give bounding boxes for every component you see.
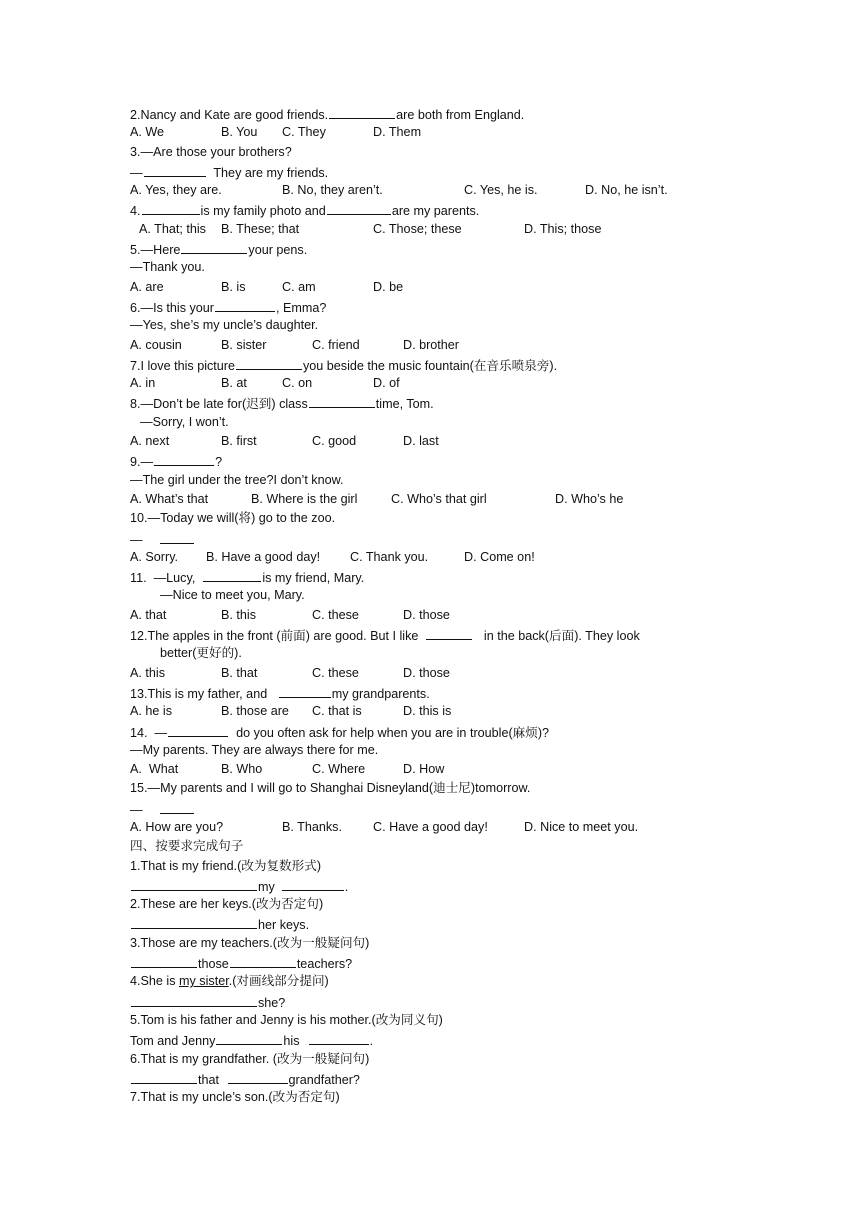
question-text: .(对画线部分提问) xyxy=(228,974,329,989)
options-12 xyxy=(130,664,790,683)
option-b: B. Thanks. xyxy=(282,819,342,834)
options-10 xyxy=(130,548,790,567)
question-4 xyxy=(130,200,790,219)
question-text: —Yes, she’s my uncle’s daughter. xyxy=(130,318,319,333)
options-2 xyxy=(130,123,790,142)
question-10 xyxy=(130,509,790,528)
question-text: 13.This is my father, and xyxy=(130,686,278,701)
option-d: D. How xyxy=(403,762,445,777)
answer-blank xyxy=(131,876,257,891)
question-9-reply xyxy=(130,471,790,490)
question-text: grandfather? xyxy=(288,1072,360,1087)
options-14 xyxy=(130,760,790,779)
answer-blank xyxy=(168,722,228,737)
option-d: D. of xyxy=(373,376,400,391)
option-c: C. They xyxy=(282,125,326,140)
dash: — xyxy=(130,802,143,817)
question-text: in the back(后面). They look xyxy=(473,629,640,644)
option-b: B. this xyxy=(221,607,256,622)
options-7 xyxy=(130,374,790,393)
option-a: A. How are you? xyxy=(130,819,224,834)
option-b: B. at xyxy=(221,376,247,391)
section-heading xyxy=(130,837,790,856)
option-c: C. Thank you. xyxy=(350,549,429,564)
question-text: teachers? xyxy=(296,957,353,972)
option-b: B. Where is the girl xyxy=(251,491,358,506)
option-a: A. this xyxy=(130,665,165,680)
question-text: 12.The apples in the front (前面) are good. But I like xyxy=(130,629,426,644)
sentence-3 xyxy=(130,934,790,953)
question-3-reply xyxy=(130,162,790,181)
sentence-3-answer xyxy=(130,953,790,972)
option-d: D. those xyxy=(403,607,450,622)
answer-blank xyxy=(216,1030,282,1045)
sentence-1 xyxy=(130,857,790,876)
question-text: 10.—Today we will(将) go to the zoo. xyxy=(130,511,336,526)
answer-blank xyxy=(426,625,472,640)
options-5 xyxy=(130,278,790,297)
answer-blank xyxy=(131,992,257,1007)
answer-blank xyxy=(181,239,247,254)
question-15-reply xyxy=(130,799,790,818)
option-a: A. in xyxy=(130,376,156,391)
question-6 xyxy=(130,297,790,316)
options-15 xyxy=(130,818,790,837)
answer-blank xyxy=(236,355,302,370)
question-text: his xyxy=(283,1034,300,1049)
question-text: 3.Those are my teachers.(改为一般疑问句) xyxy=(130,935,370,950)
question-2 xyxy=(130,104,790,123)
question-text: 11. —Lucy, xyxy=(130,571,203,586)
answer-blank xyxy=(144,162,206,177)
option-b: B. sister xyxy=(221,337,267,352)
option-d: D. No, he isn’t. xyxy=(585,183,668,198)
question-text: Tom and Jenny xyxy=(130,1034,216,1049)
question-text: —Sorry, I won’t. xyxy=(140,414,229,429)
answer-blank xyxy=(215,297,275,312)
question-text: those xyxy=(198,957,229,972)
question-text: , Emma? xyxy=(276,300,327,315)
dash: — xyxy=(130,165,143,180)
question-text: They are my friends. xyxy=(206,165,329,180)
question-text: 4. xyxy=(130,204,141,219)
option-d: D. This; those xyxy=(524,221,602,236)
sentence-2-answer xyxy=(130,914,790,933)
question-5 xyxy=(130,239,790,258)
question-text: —My parents. They are always there for me. xyxy=(130,742,379,757)
question-text: 3.—Are those your brothers? xyxy=(130,144,292,159)
option-d: D. Come on! xyxy=(464,549,535,564)
option-b: B. You xyxy=(221,125,258,140)
question-text: 15.—My parents and I will go to Shanghai Disneyland(迪士尼)tomorrow. xyxy=(130,781,531,796)
question-text: 5.—Here xyxy=(130,243,181,258)
option-a: A. cousin xyxy=(130,337,182,352)
option-a: A. that xyxy=(130,607,167,622)
question-text: is my family photo and xyxy=(200,204,326,219)
sentence-4 xyxy=(130,972,790,991)
option-c: C. friend xyxy=(312,337,360,352)
question-text: your pens. xyxy=(248,243,308,258)
options-8 xyxy=(130,432,790,451)
option-d: D. this is xyxy=(403,704,452,719)
option-a: A. We xyxy=(130,125,165,140)
question-text: . xyxy=(369,1034,374,1049)
question-text: 1.That is my friend.(改为复数形式) xyxy=(130,858,322,873)
question-text: you beside the music fountain(在音乐喷泉旁). xyxy=(303,358,558,373)
option-d: D. Nice to meet you. xyxy=(524,819,639,834)
option-d: D. be xyxy=(373,279,404,294)
option-c: C. Those; these xyxy=(373,221,462,236)
answer-blank xyxy=(228,1069,288,1084)
answer-blank xyxy=(203,567,261,582)
answer-blank xyxy=(279,683,331,698)
question-3 xyxy=(130,143,790,162)
question-13 xyxy=(130,683,790,702)
option-a: A. Yes, they are. xyxy=(130,183,222,198)
sentence-6 xyxy=(130,1050,790,1069)
option-c: C. that is xyxy=(312,704,362,719)
worksheet xyxy=(130,104,790,1107)
question-text: her keys. xyxy=(258,918,310,933)
answer-blank xyxy=(329,104,395,119)
answer-blank xyxy=(142,200,200,215)
option-a: A. What’s that xyxy=(130,491,209,506)
underlined-phrase: my sister xyxy=(179,974,229,989)
options-13 xyxy=(130,702,790,721)
option-c: C. Where xyxy=(312,762,366,777)
question-text: 6.—Is this your xyxy=(130,300,214,315)
options-4 xyxy=(130,220,790,239)
option-d: D. brother xyxy=(403,337,459,352)
question-7 xyxy=(130,355,790,374)
answer-blank xyxy=(309,393,375,408)
option-a: A. Sorry. xyxy=(130,549,179,564)
option-d: D. Who’s he xyxy=(555,491,624,506)
answer-blank xyxy=(131,914,257,929)
question-text: that xyxy=(198,1072,223,1087)
question-text: are both from England. xyxy=(396,108,525,122)
option-d: D. Them xyxy=(373,125,422,140)
question-14 xyxy=(130,722,790,741)
options-9 xyxy=(130,490,790,509)
option-d: D. those xyxy=(403,665,450,680)
question-text: time, Tom. xyxy=(375,397,434,412)
question-text: 2.Nancy and Kate are good friends. xyxy=(130,108,329,122)
answer-blank xyxy=(282,876,344,891)
option-b: B. that xyxy=(221,665,258,680)
option-d: D. last xyxy=(403,434,439,449)
option-b: B. These; that xyxy=(221,221,300,236)
answer-blank xyxy=(131,1069,197,1084)
sentence-1-answer xyxy=(130,876,790,895)
option-c: C. am xyxy=(282,279,316,294)
question-11-reply xyxy=(130,586,790,605)
option-c: C. these xyxy=(312,607,359,622)
question-12 xyxy=(130,625,790,644)
option-b: B. Who xyxy=(221,762,263,777)
question-text: 6.That is my grandfather. (改为一般疑问句) xyxy=(130,1051,370,1066)
options-3 xyxy=(130,181,790,200)
answer-blank xyxy=(327,200,391,215)
answer-blank xyxy=(160,799,194,814)
question-text: . xyxy=(344,879,349,894)
question-text: 7.That is my uncle’s son.(改为否定句) xyxy=(130,1090,340,1105)
option-a: A. What xyxy=(130,762,179,777)
dash: — xyxy=(130,532,143,547)
question-9 xyxy=(130,451,790,470)
question-text: better(更好的). xyxy=(160,646,242,661)
options-11 xyxy=(130,606,790,625)
section-title: 四、按要求完成句子 xyxy=(130,839,244,854)
answer-blank xyxy=(160,529,194,544)
question-text: 8.—Don’t be late for(迟到) class xyxy=(130,397,308,412)
option-c: C. on xyxy=(282,376,313,391)
sentence-4-answer xyxy=(130,992,790,1011)
answer-blank xyxy=(131,953,197,968)
option-c: C. Have a good day! xyxy=(373,819,488,834)
answer-blank xyxy=(309,1030,369,1045)
option-a: A. next xyxy=(130,434,170,449)
question-text: 14. — xyxy=(130,725,168,740)
question-text: 9.— xyxy=(130,455,154,470)
option-c: C. Who’s that girl xyxy=(391,491,487,506)
question-text: my xyxy=(258,879,275,894)
option-c: C. these xyxy=(312,665,359,680)
option-a: A. are xyxy=(130,279,164,294)
options-6 xyxy=(130,336,790,355)
option-b: B. first xyxy=(221,434,257,449)
question-5-reply xyxy=(130,258,790,277)
sentence-5 xyxy=(130,1011,790,1030)
question-8-reply xyxy=(130,413,790,432)
question-text: my grandparents. xyxy=(331,686,430,701)
question-12-cont xyxy=(130,644,790,663)
question-text: 7.I love this picture xyxy=(130,358,235,373)
option-c: C. Yes, he is. xyxy=(464,183,538,198)
option-c: C. good xyxy=(312,434,357,449)
option-b: B. those are xyxy=(221,704,289,719)
question-6-reply xyxy=(130,316,790,335)
option-a: A. That; this xyxy=(139,221,206,236)
option-b: B. Have a good day! xyxy=(206,549,321,564)
sentence-7 xyxy=(130,1088,790,1107)
question-14-reply xyxy=(130,741,790,760)
question-text: she? xyxy=(258,995,286,1010)
question-text: 5.Tom is his father and Jenny is his mother.(改为同义句) xyxy=(130,1012,443,1027)
question-text: —The girl under the tree?I don’t know. xyxy=(130,472,344,487)
answer-blank xyxy=(154,451,214,466)
question-8 xyxy=(130,393,790,412)
answer-blank xyxy=(230,953,296,968)
option-b: B. is xyxy=(221,279,246,294)
question-11 xyxy=(130,567,790,586)
question-text: is my friend, Mary. xyxy=(262,571,365,586)
option-a: A. he is xyxy=(130,704,172,719)
question-text: ? xyxy=(215,455,223,470)
question-text: do you often ask for help when you are in trouble(麻烦)? xyxy=(229,725,550,740)
sentence-5-answer xyxy=(130,1030,790,1049)
question-text: —Nice to meet you, Mary. xyxy=(160,588,305,603)
question-text: are my parents. xyxy=(391,204,480,219)
question-10-reply xyxy=(130,529,790,548)
sentence-6-answer xyxy=(130,1069,790,1088)
question-text: —Thank you. xyxy=(130,260,205,275)
sentence-2 xyxy=(130,895,790,914)
question-text: 2.These are her keys.(改为否定句) xyxy=(130,897,324,912)
question-text: 4.She is xyxy=(130,974,180,989)
question-15 xyxy=(130,779,790,798)
option-b: B. No, they aren’t. xyxy=(282,183,383,198)
